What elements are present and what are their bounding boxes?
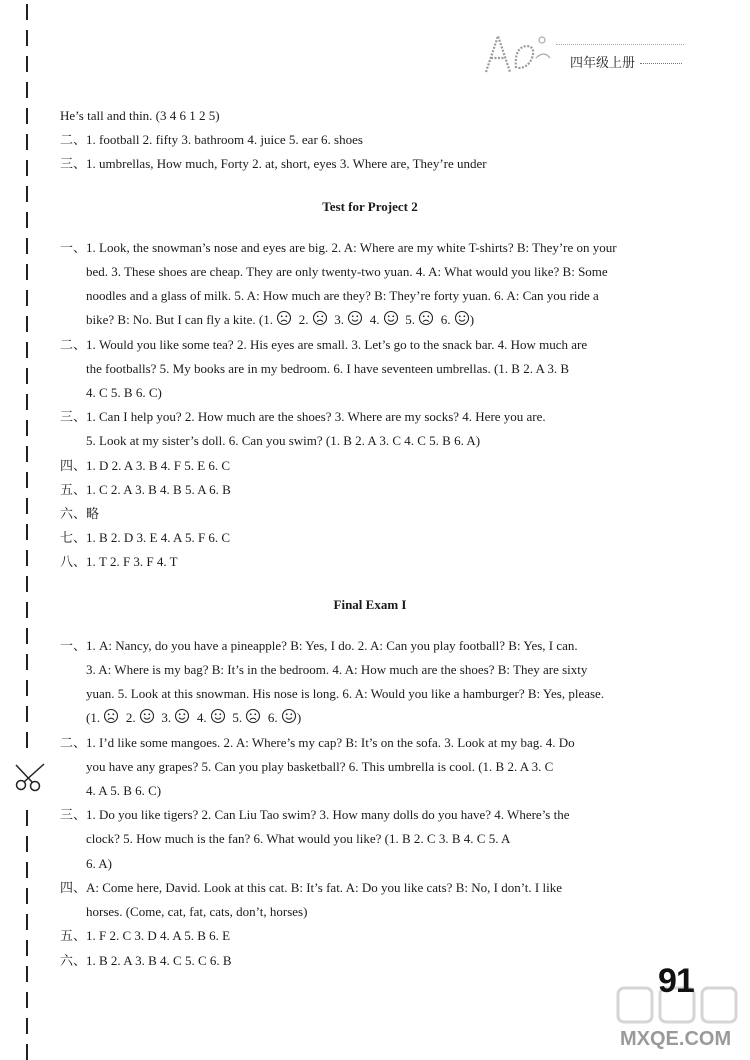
cut-line-dash [26, 524, 28, 540]
test2-part1-line3: noodles and a glass of milk. 5. A: How much are they? B: They’re forty yuan. 6. A: Can you ride a [86, 288, 599, 304]
cut-line-dash [26, 446, 28, 462]
watermark-text: MXQE.COM [620, 1028, 732, 1050]
cut-line-dash [26, 706, 28, 722]
scissors-icon [14, 762, 48, 792]
cut-line-dash [26, 108, 28, 124]
cut-line-dash [26, 472, 28, 488]
sad-face-icon [276, 310, 292, 326]
cut-line-dash [26, 394, 28, 410]
test2-part3-line1: 三、1. Can I help you? 2. How much are the shoes? 3. Where are my socks? 4. Here you are. [60, 409, 546, 425]
cut-line-dash [26, 290, 28, 306]
smile-face-icon [210, 708, 226, 724]
cut-line [20, 0, 36, 1056]
paren-close: ) [296, 710, 302, 726]
smile-face-icon [383, 310, 399, 326]
test2-part8: 八、1. T 2. F 3. F 4. T [60, 554, 178, 570]
test2-part3-line2: 5. Look at my sister’s doll. 6. Can you swim? (1. B 2. A 3. C 4. C 5. B 6. A) [86, 433, 481, 449]
cut-line-dash [26, 1018, 28, 1034]
cut-line-dash [26, 238, 28, 254]
sad-face-icon [103, 708, 119, 724]
cut-line-dash [26, 836, 28, 852]
test2-part5: 五、1. C 2. A 3. B 4. B 5. A 6. B [60, 481, 231, 497]
test2-part1-line4 [60, 308, 680, 332]
sad-face-icon [245, 708, 261, 724]
answer-num: 2. [298, 312, 309, 328]
cut-line-dash [26, 914, 28, 930]
paren-close: ) [469, 312, 475, 328]
answer-num: 3. [334, 312, 345, 328]
smile-face-icon [454, 310, 470, 326]
final-part4-line1: 四、A: Come here, David. Look at this cat. B: It’s fat. A: Do you like cats? B: No, I don’t. I like [60, 879, 562, 895]
cut-line-dash [26, 810, 28, 826]
cut-line-dash [26, 342, 28, 358]
cut-line-dash [26, 680, 28, 696]
cut-line-dash [26, 186, 28, 202]
grade-label: 四年级上册 [570, 56, 636, 71]
cut-line-dash [26, 368, 28, 384]
smile-face-icon [174, 708, 190, 724]
intro-line-3: 三、1. umbrellas, How much, Forty 2. at, short, eyes 3. Where are, They’re under [60, 156, 487, 172]
test2-part2-line1: 二、1. Would you like some tea? 2. His eyes are small. 3. Let’s go to the snack bar. 4. How much are [60, 336, 588, 352]
header-dotted-rule [640, 63, 682, 64]
test2-part1-line4-text: bike? B: No. But I can fly a kite. ( [86, 312, 264, 328]
cut-line-dash [26, 732, 28, 748]
cut-line-dash [26, 498, 28, 514]
smile-face-icon [347, 310, 363, 326]
header-rule [556, 44, 684, 45]
cut-line-dash [26, 1044, 28, 1060]
paren-open: ( [86, 710, 91, 726]
final-part1-line1: 一、1. A: Nancy, do you have a pineapple? B: Yes, I do. 2. A: Can you play football? B: Yes, I can. [60, 637, 578, 653]
answer-num: 4. [196, 710, 207, 726]
cut-line-dash [26, 212, 28, 228]
answer-num: 3. [161, 710, 172, 726]
answer-num: 6. [440, 312, 451, 328]
book-logo-icon [478, 28, 558, 78]
cut-line-dash [26, 56, 28, 72]
cut-line-dash [26, 628, 28, 644]
answer-num: 1. [90, 710, 101, 726]
cut-line-dash [26, 264, 28, 280]
final-part5: 五、1. F 2. C 3. D 4. A 5. B 6. E [60, 928, 231, 944]
intro-line-2: 二、1. football 2. fifty 3. bathroom 4. juice 5. ear 6. shoes [60, 132, 363, 148]
sad-face-icon [312, 310, 328, 326]
final-part2-line2: you have any grapes? 5. Can you play basketball? 6. This umbrella is cool. (1. B 2. A 3. C [86, 758, 554, 774]
test2-part6: 六、略 [60, 506, 100, 522]
final-part2-line3: 4. A 5. B 6. C) [86, 783, 162, 799]
cut-line-dash [26, 30, 28, 46]
page-number: 91 [658, 962, 694, 1000]
smile-face-icon [139, 708, 155, 724]
answer-num: 5. [405, 312, 416, 328]
test2-part1-line2: bed. 3. These shoes are cheap. They are only twenty-two yuan. 4. A: What would you like? B: Some [86, 264, 608, 280]
test2-part2-line3: 4. C 5. B 6. C) [86, 385, 162, 401]
test2-part2-line2: the footballs? 5. My books are in my bedroom. 6. I have seventeen umbrellas. (1. B 2. A 3. B [86, 360, 570, 376]
cut-line-dash [26, 602, 28, 618]
final-part6: 六、1. B 2. A 3. B 4. C 5. C 6. B [60, 952, 232, 968]
final-exam-title: Final Exam I [333, 596, 407, 612]
answer-num: 5. [232, 710, 243, 726]
cut-line-dash [26, 940, 28, 956]
final-part2-line1: 二、1. I’d like some mangoes. 2. A: Where’s my cap? B: It’s on the sofa. 3. Look at my bag. 4. Do [60, 734, 575, 750]
answer-num: 2. [125, 710, 136, 726]
smile-face-icon [281, 708, 297, 724]
cut-line-dash [26, 862, 28, 878]
test2-part1-line1: 一、1. Look, the snowman’s nose and eyes are big. 2. A: Where are my white T-shirts? B: They’re on your [60, 239, 617, 255]
cut-line-dash [26, 576, 28, 592]
test2-part4: 四、1. D 2. A 3. B 4. F 5. E 6. C [60, 457, 231, 473]
final-part3-line2: clock? 5. How much is the fan? 6. What would you like? (1. B 2. C 3. B 4. C 5. A [86, 831, 511, 847]
answer-content [60, 104, 680, 973]
final-part1-line3: yuan. 5. Look at this snowman. His nose is long. 6. A: Would you like a hamburger? B: Yes, please. [86, 686, 605, 702]
cut-line-dash [26, 134, 28, 150]
final-part1-line2: 3. A: Where is my bag? B: It’s in the bedroom. 4. A: How much are the shoes? B: They are sixty [86, 662, 588, 678]
answer-num: 1. [263, 312, 274, 328]
test-project-2-title: Test for Project 2 [322, 198, 418, 214]
cut-line-dash [26, 992, 28, 1008]
cut-line-dash [26, 316, 28, 332]
final-part1-line4 [60, 706, 680, 730]
cut-line-dash [26, 654, 28, 670]
final-part3-line1: 三、1. Do you like tigers? 2. Can Liu Tao swim? 3. How many dolls do you have? 4. Where’s the [60, 807, 570, 823]
cut-line-dash [26, 160, 28, 176]
answer-num: 6. [267, 710, 278, 726]
final-part4-line2: horses. (Come, cat, fat, cats, don’t, horses) [86, 904, 308, 920]
cut-line-dash [26, 888, 28, 904]
cut-line-dash [26, 82, 28, 98]
answer-num: 4. [369, 312, 380, 328]
sad-face-icon [418, 310, 434, 326]
cut-line-dash [26, 420, 28, 436]
test2-part7: 七、1. B 2. D 3. E 4. A 5. F 6. C [60, 530, 231, 546]
cut-line-dash [26, 4, 28, 20]
intro-line-1: He’s tall and thin. (3 4 6 1 2 5) [60, 108, 220, 123]
cut-line-dash [26, 966, 28, 982]
cut-line-dash [26, 550, 28, 566]
final-part3-line3: 6. A) [86, 855, 112, 871]
